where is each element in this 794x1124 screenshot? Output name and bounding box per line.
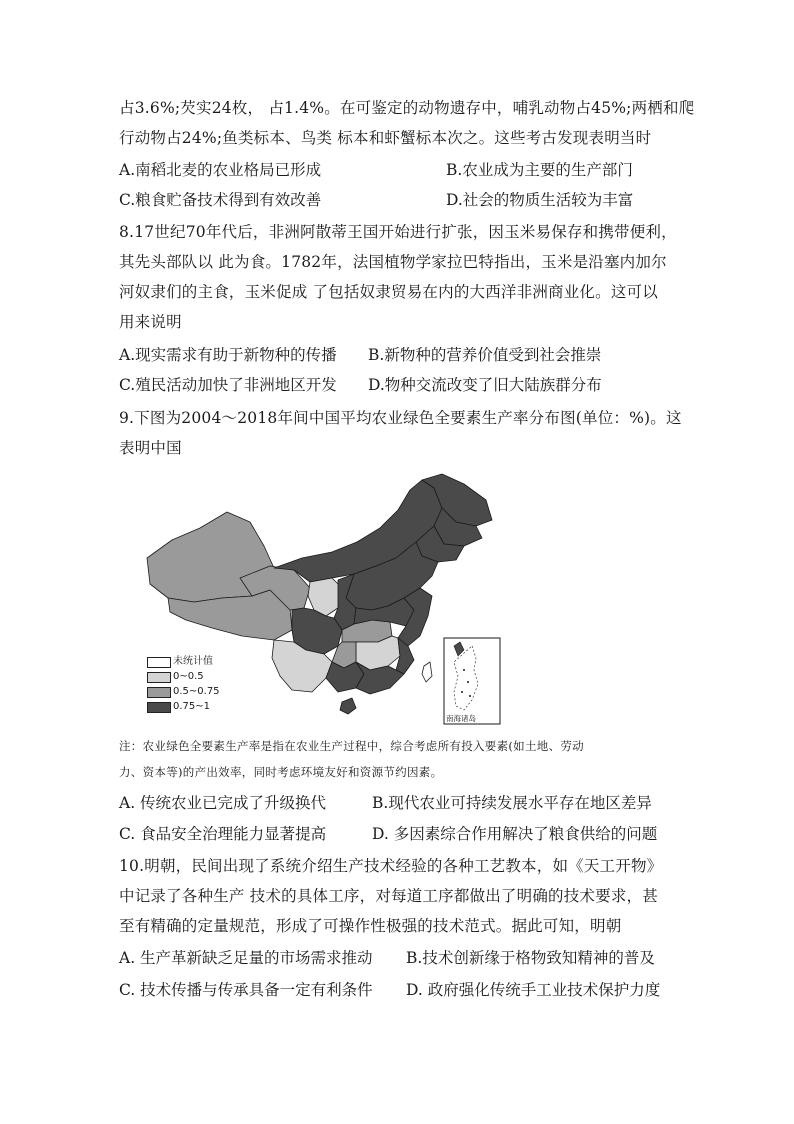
- q8-option-a: A.现实需求有助于新物种的传播: [119, 346, 337, 364]
- region-hainan: [340, 698, 356, 714]
- legend-swatch: [147, 702, 171, 713]
- text-line: 行动物占24%;鱼类标本、鸟类 标本和虾蟹标本次之。这些考古发现表明当时: [119, 129, 652, 147]
- q10-stem-line: 10.明朝，民间出现了系统介绍生产技术经验的各种工艺教本，如《天工开物》: [119, 857, 663, 875]
- q10-option-a: A. 生产革新缺乏足量的市场需求推动: [119, 949, 373, 967]
- q9-option-c: C. 食品安全治理能力显著提高: [119, 825, 327, 843]
- q9-option-a: A. 传统农业已完成了升级换代: [119, 794, 327, 812]
- legend-label: 未统计值: [173, 656, 213, 667]
- q8-stem-line: 用来说明: [119, 313, 182, 331]
- inset-label: 南海诸岛: [446, 714, 476, 723]
- q8-stem-line: 8.17世纪70年代后，非洲阿散蒂王国开始进行扩张，因玉米易保存和携带便利，: [119, 223, 677, 241]
- legend-swatch: [147, 672, 171, 683]
- legend-label: 0~0.5: [173, 671, 204, 682]
- q10-option-b: B.技术创新缘于格物致知精神的普及: [406, 949, 655, 967]
- q8-stem-line: 其先头部队以 此为食。1782年，法国植物学家拉巴特指出，玉米是沿塞内加尔: [119, 253, 667, 271]
- map-note-line: 注：农业绿色全要素生产率是指在农业生产过程中，综合考虑所有投入要素(如土地、劳动: [119, 739, 584, 753]
- q8-option-d: D.物种交流改变了旧大陆族群分布: [368, 376, 602, 394]
- q10-stem-line: 中记录了各种生产 技术的具体工序，对每道工序都做出了明确的技术要求，甚: [119, 887, 658, 905]
- map-note-line: 力、资本等)的产出效率，同时考虑环境友好和资源节约因素。: [119, 765, 443, 779]
- q9-option-b: B.现代农业可持续发展水平存在地区差异: [372, 794, 652, 812]
- q7-option-b: B.农业成为主要的生产部门: [446, 161, 633, 179]
- q9-stem-line: 表明中国: [119, 439, 182, 457]
- legend-label: 0.5~0.75: [173, 686, 220, 697]
- q10-option-c: C. 技术传播与传承具备一定有利条件: [119, 981, 373, 999]
- q8-stem-line: 河奴隶们的主食，玉米促成 了包括奴隶贸易在内的大西洋非洲商业化。这可以: [119, 283, 658, 301]
- region-taiwan: [422, 662, 432, 682]
- legend-label: 0.75~1: [173, 701, 211, 712]
- text-line: 占3.6%;芡实24枚， 占1.4%。在可鉴定的动物遗存中，哺乳动物占45%;两栖和爬: [119, 99, 695, 117]
- q7-option-a: A.南稻北麦的农业格局已形成: [119, 161, 322, 179]
- q7-option-d: D.社会的物质生活较为丰富: [446, 191, 634, 209]
- legend-swatch: [147, 687, 171, 698]
- q7-option-c: C.粮食贮备技术得到有效改善: [119, 191, 322, 209]
- q8-option-c: C.殖民活动加快了非洲地区开发: [119, 376, 337, 394]
- q9-option-d: D. 多因素综合作用解决了粮食供给的问题: [372, 825, 658, 843]
- q10-option-d: D. 政府强化传统手工业技术保护力度: [406, 981, 661, 999]
- q9-stem-line: 9.下图为2004～2018年间中国平均农业绿色全要素生产率分布图(单位：%)。这: [119, 409, 682, 427]
- legend-swatch: [147, 657, 171, 668]
- south-china-sea-inset: [444, 638, 500, 724]
- q8-option-b: B.新物种的营养价值受到社会推崇: [368, 346, 602, 364]
- q10-stem-line: 至有精确的定量规范，形成了可操作性极强的技术范式。据此可知，明朝: [119, 917, 622, 935]
